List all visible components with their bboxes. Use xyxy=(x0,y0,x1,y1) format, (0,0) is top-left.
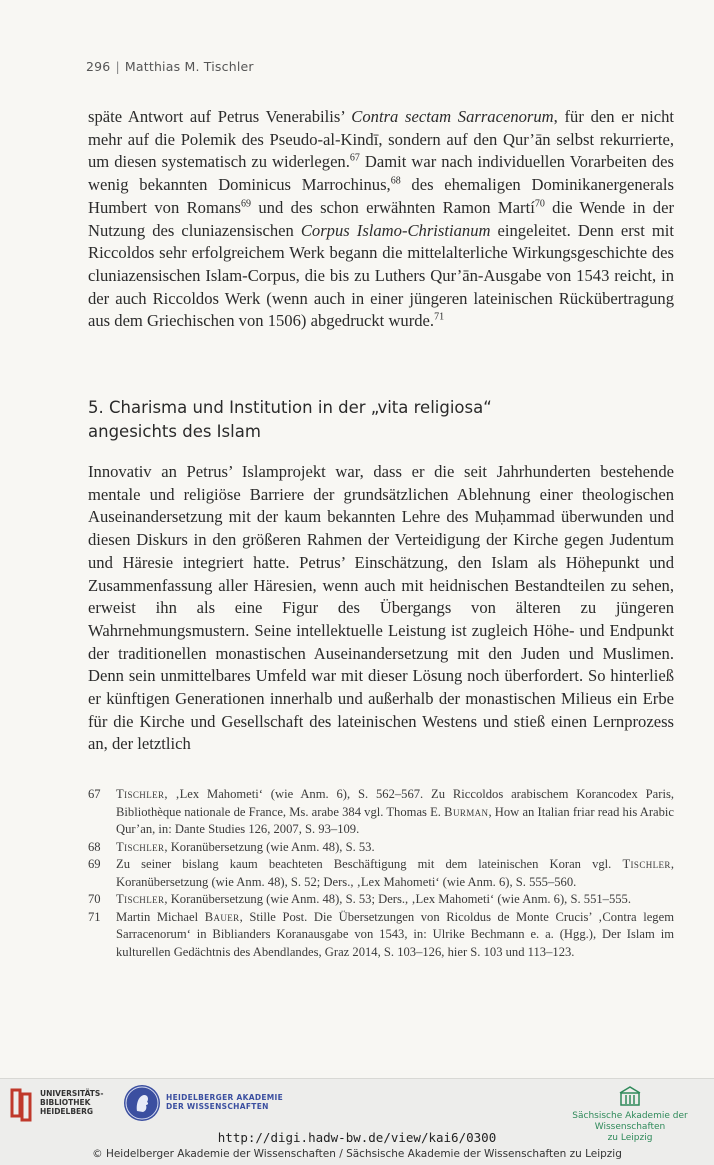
section-heading xyxy=(88,396,648,444)
footnote-body: , Koranübersetzung (wie Anm. 48), S. 53; Ders., ‚Lex Mahometi‘ (wie Anm. 6), S. 551–555. xyxy=(164,892,631,906)
university-library-logo-text[interactable] xyxy=(40,1089,103,1116)
footnote-ref-69[interactable]: 69 xyxy=(241,198,251,210)
paragraph-2 xyxy=(88,461,674,756)
ub-line-1: UNIVERSITÄTS- xyxy=(40,1089,104,1098)
university-library-logo-icon[interactable] xyxy=(8,1086,36,1122)
ub-line-3: HEIDELBERG xyxy=(40,1107,94,1116)
footnote-body: , Stille Post. Die Übersetzungen von Ricoldus de Monte Crucis’ ‚Contra legem Sarracenorum‘ in Biblianders Koranausgabe von 1543, in: Ulrike Bechmann e. a. (Hgg.), Der Islam im kulturellen Gedächtnis des Abendlandes, Graz 2014, S. 103–126, hier S. 103 und 113–123. xyxy=(116,909,674,959)
footnote-number: 68 xyxy=(88,839,101,854)
footnote-text xyxy=(116,891,674,909)
footnote-text xyxy=(116,856,674,891)
text-run: des ehemaligen Dominikanergenerals Humbert von Romans xyxy=(88,175,674,217)
paragraph-1 xyxy=(88,106,674,333)
footnote-ref-71[interactable]: 71 xyxy=(434,311,445,323)
running-head-author: Matthias M. Tischler xyxy=(124,59,254,74)
footnote-ref-70[interactable]: 70 xyxy=(534,198,545,210)
footnote-text xyxy=(116,839,674,857)
footnote-number: 70 xyxy=(88,892,101,906)
text-run: , für den er nicht mehr auf die Polemik des Pseudo-al-Kindī, sondern auf den Qur’ān selbst rekurrierte, um diesen systematisch zu widerlegen. xyxy=(88,107,674,172)
academy-seal-icon[interactable] xyxy=(124,1085,160,1121)
footnote-body: , Koranübersetzung (wie Anm. 48), S. 53. xyxy=(164,839,375,854)
footnote-67 xyxy=(88,786,674,839)
viewer-footer xyxy=(0,1078,714,1165)
permalink-url[interactable]: http://digi.hadw-bw.de/view/kai6/0300 xyxy=(217,1130,497,1145)
heidelberg-academy-logo-text[interactable] xyxy=(166,1093,283,1111)
footnote-author: Tischler xyxy=(116,839,165,854)
hadw-line-1: HEIDELBERGER AKADEMIE xyxy=(166,1093,284,1102)
paragraph-2-text: Innovativ an Petrus’ Islamprojekt war, dass er die seit Jahrhunderten bestehende mentale und religiöse Barriere der grundsätzlichen Ablehnung einer theologischen Auseinandersetzung mit der kaum bekannten Lehre des Muḥammad überwunden und diesen Diskurs in den größeren Rahmen der Verteidigung der Kirche gegen Judentum und Häresie integriert hatte. Petrus’ Einschätzung, den Islam als Höhepunkt und Zusammenfassung aller Häresien, wenn auch mit heidnischen Bestandteilen zu sehen, erweist ihn als eine Figur des Übergangs von älteren zu jüngeren Wahrnehmungsmustern. Seine intellektuelle Leistung ist zugleich Höhe- und Endpunkt der traditionellen monastischen Auseinandersetzung mit den Juden und Muslimen. Denn sein unmittelbares Umfeld war mit dieser Lösung noch überfordert. So hinterließ er künftigen Generationen innerhalb und außerhalb der monastischen Milieus ein Erbe für die Kirche und Gesellschaft des lateinischen Westens und stieß einen Lernprozess an, der letztlich xyxy=(88,462,674,754)
footnote-author: Tischler xyxy=(622,857,671,871)
saxon-academy-building-icon[interactable] xyxy=(619,1085,641,1107)
italic-title: Corpus Islamo-Christianum xyxy=(300,220,491,240)
saw-line-2: zu Leipzig xyxy=(607,1133,653,1143)
footnote-number: 67 xyxy=(88,787,101,801)
footnote-number: 69 xyxy=(88,857,101,871)
footnote-69 xyxy=(88,856,674,891)
footnote-71 xyxy=(88,909,674,962)
copyright-notice: © Heidelberger Akademie der Wissenschaften / Sächsische Akademie der Wissenschaften zu Leipzig xyxy=(92,1148,622,1160)
footnote-70 xyxy=(88,891,674,909)
text-run: die Wende in der Nutzung des cluniazensischen xyxy=(88,197,674,240)
footnotes xyxy=(88,786,674,961)
text-run: späte Antwort auf Petrus Venerabilis’ xyxy=(88,107,352,126)
italic-title: Contra sectam Sarracenorum xyxy=(351,107,554,126)
footnote-number: 71 xyxy=(88,909,101,924)
footnote-body: Zu seiner bislang kaum beachteten Beschäftigung mit dem lateinischen Koran vgl. xyxy=(116,857,623,871)
profile-head-icon xyxy=(124,1085,160,1121)
ub-line-2: BIBLIOTHEK xyxy=(40,1098,91,1107)
footnote-author: Burman xyxy=(444,804,489,819)
page-number: 296 xyxy=(86,59,111,74)
section-heading-line-2: angesichts des Islam xyxy=(88,422,261,441)
footnote-text xyxy=(116,909,674,962)
text-run: eingeleitet. Denn erst mit Riccoldos sehr erfolgreichem Werk begann die mittelalterliche Wirkungsgeschichte des cluniazensischen Islam-Corpus, die bis zu Luthers Qur’ān-Ausgabe von 1543 reicht, in der auch Riccoldos Werk (wenn auch in einer jüngeren lateinischen Rückübertragung aus dem Griechischen von 1506) abgedruckt wurde. xyxy=(88,220,674,331)
footnote-text xyxy=(116,786,674,839)
running-head xyxy=(86,59,254,74)
footnote-ref-67[interactable]: 67 xyxy=(349,152,360,164)
footnote-body: , How an Italian friar read his Arabic Qur’an, in: Dante Studies 126, 2007, S. 93–109. xyxy=(116,804,674,836)
footnote-author: Tischler xyxy=(116,787,165,801)
footnote-68 xyxy=(88,839,674,857)
saw-line-1: Sächsische Akademie der Wissenschaften xyxy=(572,1111,688,1132)
footnote-author: Tischler xyxy=(116,892,165,906)
footnote-body: , ‚Lex Mahometi‘ (wie Anm. 6), S. 562–567. Zu Riccoldos arabischem Korancodex Paris, Bibliothèque nationale de France, Ms. arabe 384 vgl. Thomas E. xyxy=(116,787,674,819)
footnote-author: Bauer xyxy=(204,909,240,924)
footnote-body: , Koranübersetzung (wie Anm. 48), S. 52; Ders., ‚Lex Mahometi‘ (wie Anm. 6), S. 555–560. xyxy=(116,857,674,889)
section-heading-line-1: 5. Charisma und Institution in der „vita religiosa“ xyxy=(88,398,492,417)
footnote-ref-68[interactable]: 68 xyxy=(390,175,401,187)
hadw-line-2: DER WISSENSCHAFTEN xyxy=(166,1102,269,1111)
text-run: und des schon erwähnten Ramon Martí xyxy=(251,197,535,217)
separator: | xyxy=(115,59,120,74)
footnote-body: Martin Michael xyxy=(116,909,205,924)
text-run: Damit war nach individuellen Vorarbeiten des wenig bekannten Dominicus Marrochinus, xyxy=(88,152,674,195)
